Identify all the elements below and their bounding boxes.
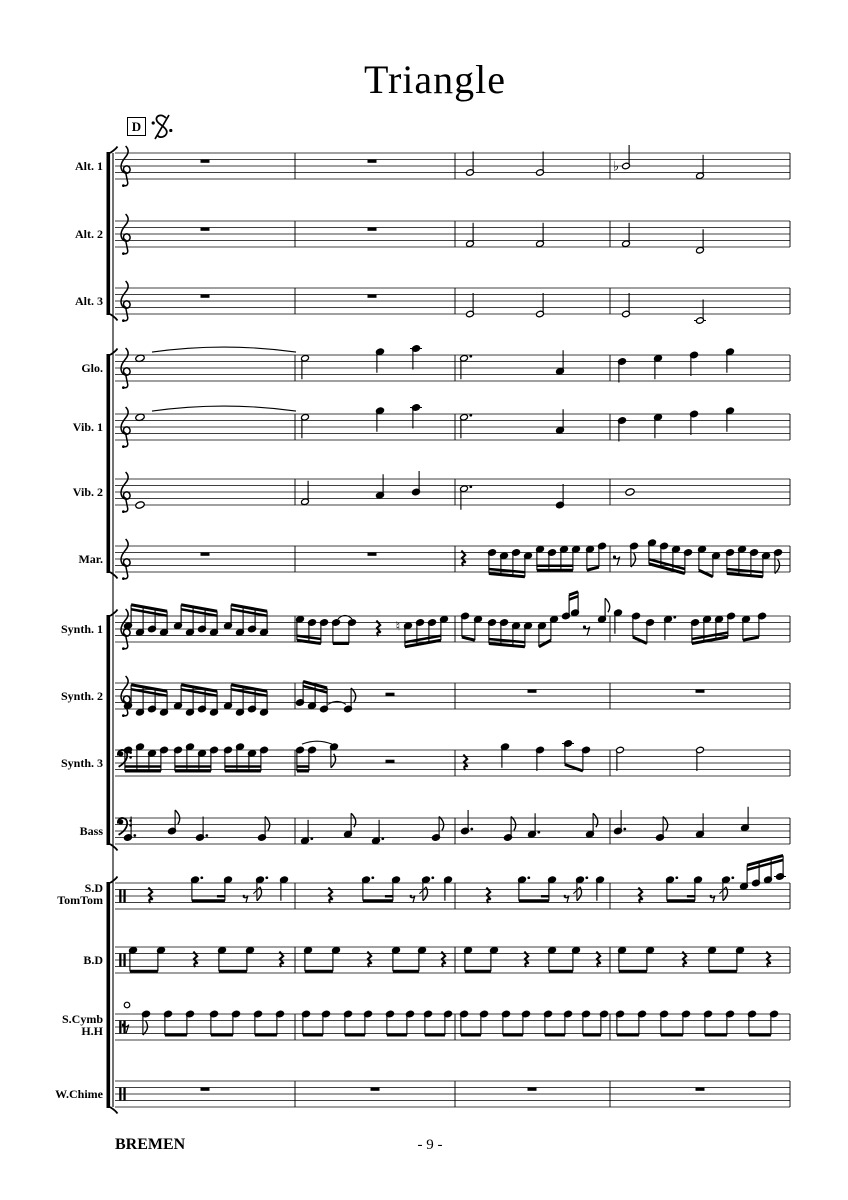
staff-row-alt-2 [75, 214, 790, 255]
treble-clef-icon [121, 676, 130, 717]
staff-row-vib-1 [73, 404, 790, 448]
treble-clef-icon [121, 407, 130, 448]
open-hihat-mark [124, 1002, 130, 1008]
staff-row-mar- [78, 539, 790, 580]
staff-label: Alt. 1 [75, 159, 103, 173]
staff-row-s-d [57, 856, 790, 910]
treble-clef-icon [121, 609, 130, 650]
treble-clef-icon [121, 146, 130, 187]
treble-clef-icon [121, 539, 130, 580]
staff-label: Synth. 1 [60, 622, 103, 636]
treble-clef-icon [121, 281, 130, 322]
staff-row-bass [80, 807, 790, 845]
staff-row-s-cymb [62, 1002, 790, 1040]
staff-row-vib-2 [73, 471, 790, 513]
footer-page-number: - 9 - [417, 1137, 443, 1153]
accidental: ♮ [395, 619, 401, 635]
tie-slur [152, 347, 296, 352]
bass-clef-icon [118, 818, 132, 835]
staff-row-alt-1 [75, 145, 790, 187]
tie-slur [328, 701, 346, 704]
staff-row-alt-3 [75, 281, 790, 324]
staff-label: Bass [79, 824, 103, 838]
staff-label: Vib. 2 [72, 485, 103, 499]
system-bracket [107, 610, 118, 851]
footer-publisher: BREMEN [115, 1136, 186, 1153]
staff-label: S.D [84, 881, 103, 895]
accidental: ♭ [612, 159, 620, 175]
system-bracket [107, 877, 118, 1114]
rehearsal-letter: D [131, 118, 142, 134]
treble-clef-icon [121, 348, 130, 389]
staff-label: Mar. [78, 552, 103, 566]
tie-slur [152, 406, 296, 411]
staff-label: B.D [83, 953, 103, 967]
staff-label: W.Chime [55, 1087, 103, 1101]
staff-label: S.Cymb [61, 1012, 103, 1026]
staff-row-synth-3 [61, 740, 790, 776]
treble-clef-icon [121, 214, 130, 255]
tie-slur [302, 741, 332, 744]
staff-row-b-d [83, 947, 790, 973]
staff-label: Synth. 3 [60, 756, 103, 770]
staff-label: Glo. [81, 361, 103, 375]
staff-label-line2: TomTom [57, 893, 103, 907]
staff-label: Synth. 2 [60, 689, 103, 703]
page-title: Triangle [363, 57, 507, 102]
staff-label: Alt. 3 [75, 294, 103, 308]
treble-clef-icon [121, 472, 130, 513]
staff-row-synth-1 [61, 592, 790, 650]
staff-label-line2: H.H [81, 1024, 103, 1038]
staff-row-w-chime [55, 1081, 790, 1107]
system-bracket [107, 349, 118, 579]
staff-label: Vib. 1 [72, 420, 103, 434]
staff-label: Alt. 2 [75, 227, 103, 241]
staff-row-glo- [81, 345, 790, 389]
staff-row-synth-2 [61, 676, 790, 717]
